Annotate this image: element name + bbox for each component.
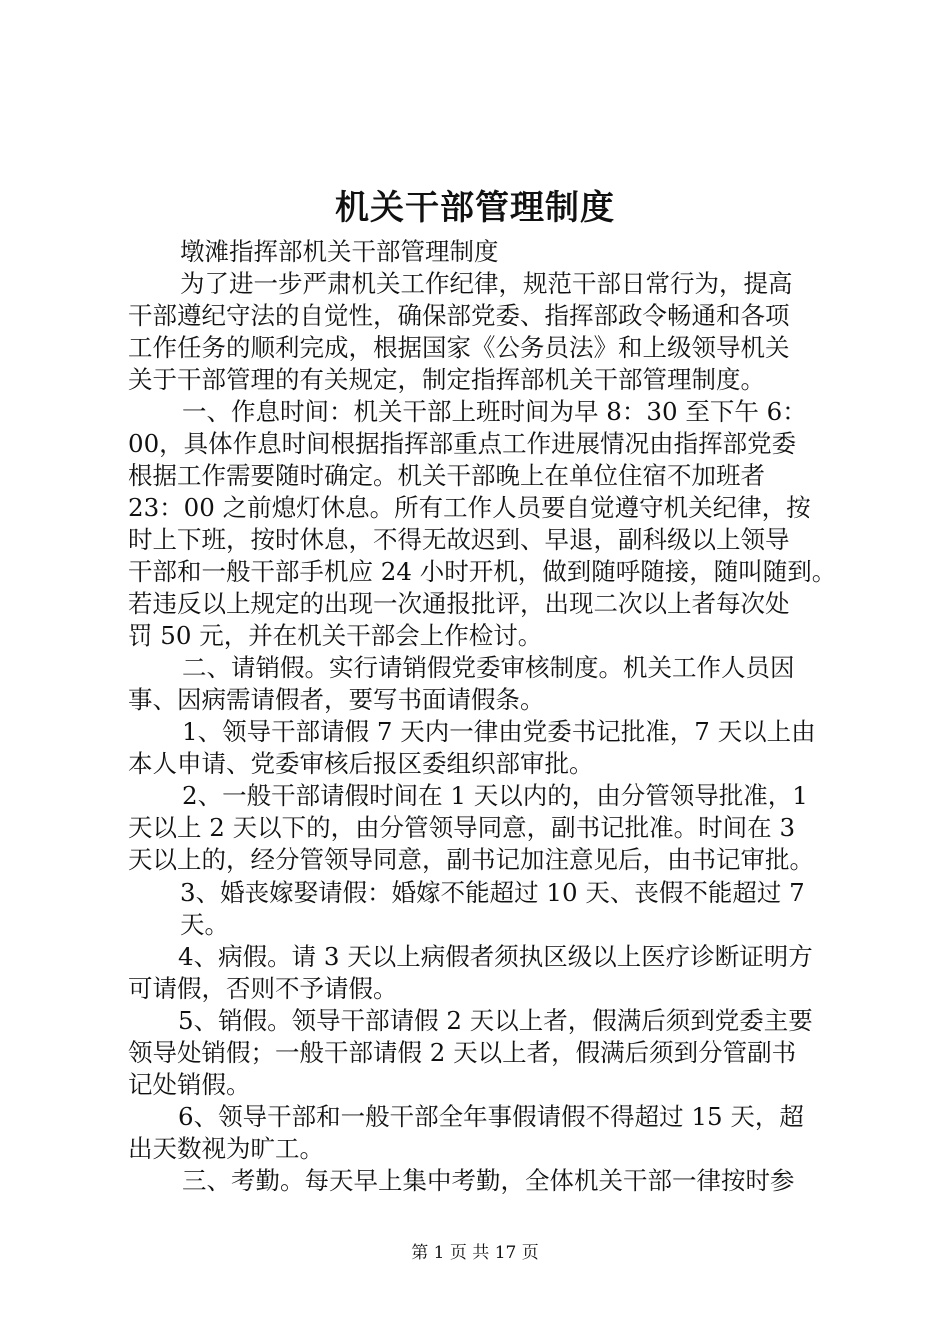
document-line: 4、病假。请 3 天以上病假者须执区级以上医疗诊断证明方: [178, 942, 813, 971]
page-number-footer: 第 1 页 共 17 页: [411, 1243, 539, 1263]
document-title: 机关干部管理制度: [335, 188, 615, 228]
document-line: 三、考勤。每天早上集中考勤，全体机关干部一律按时参: [182, 1166, 795, 1195]
document-line: 出天数视为旷工。: [128, 1134, 324, 1163]
document-line: 6、领导干部和一般干部全年事假请假不得超过 15 天，超: [178, 1102, 804, 1131]
document-line: 时上下班，按时休息，不得无故迟到、早退，副科级以上领导: [128, 525, 790, 554]
document-line: 墩滩指挥部机关干部管理制度: [180, 237, 499, 266]
document-line: 工作任务的顺利完成，根据国家《公务员法》和上级领导机关: [128, 333, 790, 362]
document-line: 关于干部管理的有关规定，制定指挥部机关干部管理制度。: [128, 365, 765, 394]
document-line: 23：00 之前熄灯休息。所有工作人员要自觉遵守机关纪律，按: [128, 493, 811, 522]
document-line: 干部和一般干部手机应 24 小时开机，做到随呼随接，随叫随到。: [128, 557, 837, 586]
document-line: 天以上的，经分管领导同意，副书记加注意见后，由书记审批。: [128, 845, 814, 874]
document-line: 一、作息时间：机关干部上班时间为早 8：30 至下午 6：: [182, 397, 807, 426]
document-line: 为了进一步严肃机关工作纪律，规范干部日常行为，提高: [180, 269, 793, 298]
document-line: 2、一般干部请假时间在 1 天以内的，由分管领导批准，1: [182, 781, 808, 810]
document-line: 二、请销假。实行请销假党委审核制度。机关工作人员因: [182, 653, 795, 682]
document-line: 天。: [180, 910, 229, 939]
document-line: 若违反以上规定的出现一次通报批评，出现二次以上者每次处: [128, 589, 790, 618]
document-line: 罚 50 元，并在机关干部会上作检讨。: [128, 621, 543, 650]
document-line: 根据工作需要随时确定。机关干部晚上在单位住宿不加班者: [128, 461, 765, 490]
document-line: 领导处销假；一般干部请假 2 天以上者，假满后须到分管副书: [128, 1038, 797, 1067]
document-line: 干部遵纪守法的自觉性，确保部党委、指挥部政令畅通和各项: [128, 301, 790, 330]
document-line: 5、销假。领导干部请假 2 天以上者，假满后须到党委主要: [178, 1006, 813, 1035]
document-line: 3、婚丧嫁娶请假：婚嫁不能超过 10 天、丧假不能超过 7: [180, 878, 805, 907]
document-line: 事、因病需请假者，要写书面请假条。: [128, 685, 545, 714]
document-line: 本人申请、党委审核后报区委组织部审批。: [128, 749, 594, 778]
document-line: 天以上 2 天以下的，由分管领导同意，副书记批准。时间在 3: [128, 813, 796, 842]
document-line: 00，具体作息时间根据指挥部重点工作进展情况由指挥部党委: [128, 429, 797, 458]
document-line: 1、领导干部请假 7 天内一律由党委书记批准，7 天以上由: [182, 717, 816, 746]
document-line: 记处销假。: [128, 1070, 251, 1099]
document-line: 可请假，否则不予请假。: [128, 974, 398, 1003]
